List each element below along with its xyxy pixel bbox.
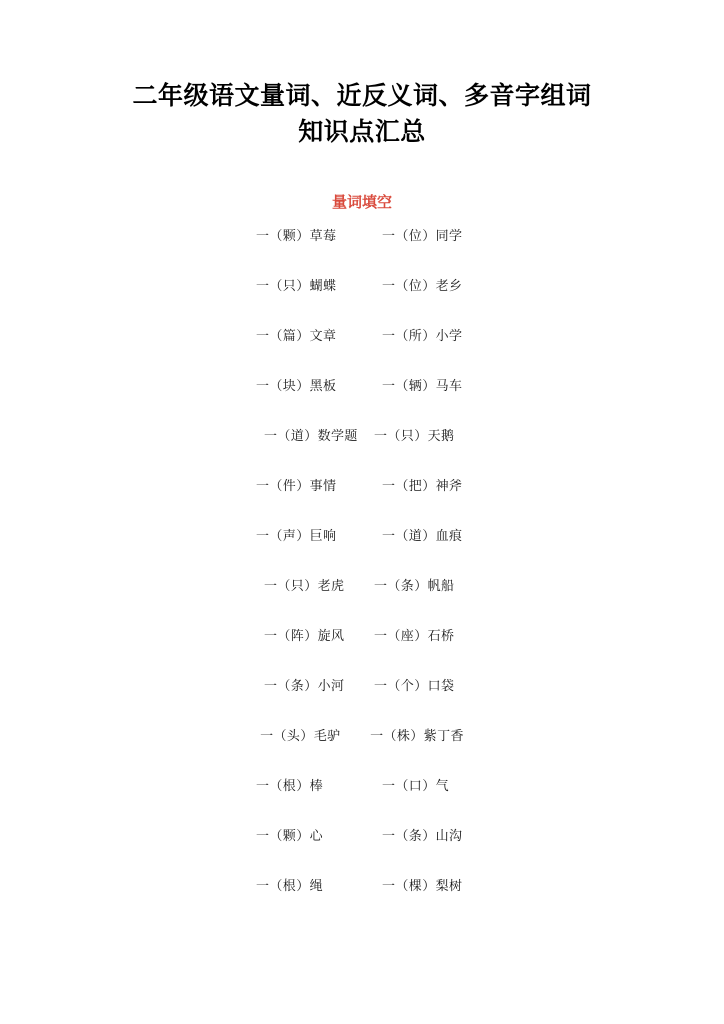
list-item-right: 一（所）小学: [382, 328, 463, 343]
list-item: [72, 576, 652, 626]
page-title-line-2: 知识点汇总: [298, 118, 426, 146]
list-item: [72, 626, 652, 676]
list-item-left: 一（头）毛驴: [260, 728, 341, 743]
list-item: [72, 476, 652, 526]
list-item: [72, 826, 652, 876]
list-item-right: 一（道）血痕: [382, 528, 463, 543]
list-item-left: 一（颗）草莓: [256, 228, 337, 243]
list-item-left: 一（只）老虎: [264, 578, 345, 593]
section-heading: 量词填空: [331, 195, 392, 211]
list-item: [72, 326, 652, 376]
list-item-right: 一（只）天鹅: [374, 428, 455, 443]
list-item-left: 一（道）数学题: [264, 428, 358, 443]
list-item-left: 一（声）巨响: [256, 528, 337, 543]
list-item-right: 一（辆）马车: [382, 378, 463, 393]
list-item-left: 一（条）小河: [264, 678, 345, 693]
list-item-left: 一（根）绳: [256, 878, 324, 893]
list-item: [72, 676, 652, 726]
list-item-left: 一（阵）旋风: [264, 628, 345, 643]
list-item-left: 一（件）事情: [256, 478, 337, 493]
list-item: [72, 376, 652, 426]
list-item-left: 一（篇）文章: [256, 328, 337, 343]
list-item-right: 一（个）口袋: [374, 678, 455, 693]
list-item-left: 一（颗）心: [256, 828, 324, 843]
list-item: [72, 776, 652, 826]
list-item-left: 一（根）棒: [256, 778, 324, 793]
list-item-right: 一（把）神斧: [382, 478, 463, 493]
list-item-left: 一（只）蝴蝶: [256, 278, 337, 293]
quantifier-list: [72, 214, 652, 926]
list-item-right: 一（棵）梨树: [382, 878, 463, 893]
list-item-right: 一（座）石桥: [374, 628, 455, 643]
list-item-right: 一（株）紫丁香: [370, 728, 464, 743]
list-item-right: 一（位）同学: [382, 228, 463, 243]
list-item: [72, 226, 652, 276]
list-item: [72, 526, 652, 576]
list-item: [72, 276, 652, 326]
page-title-line-1: 二年级语文量词、近反义词、多音字组词: [132, 82, 592, 110]
list-item-right: 一（位）老乡: [382, 278, 463, 293]
list-item-right: 一（条）帆船: [374, 578, 455, 593]
page-title: [72, 0, 652, 150]
list-item: [72, 876, 652, 926]
list-item-left: 一（块）黑板: [256, 378, 337, 393]
list-item: [72, 426, 652, 476]
list-item-right: 一（条）山沟: [382, 828, 463, 843]
list-item-right: 一（口）气: [382, 778, 450, 793]
list-item: [72, 726, 652, 776]
